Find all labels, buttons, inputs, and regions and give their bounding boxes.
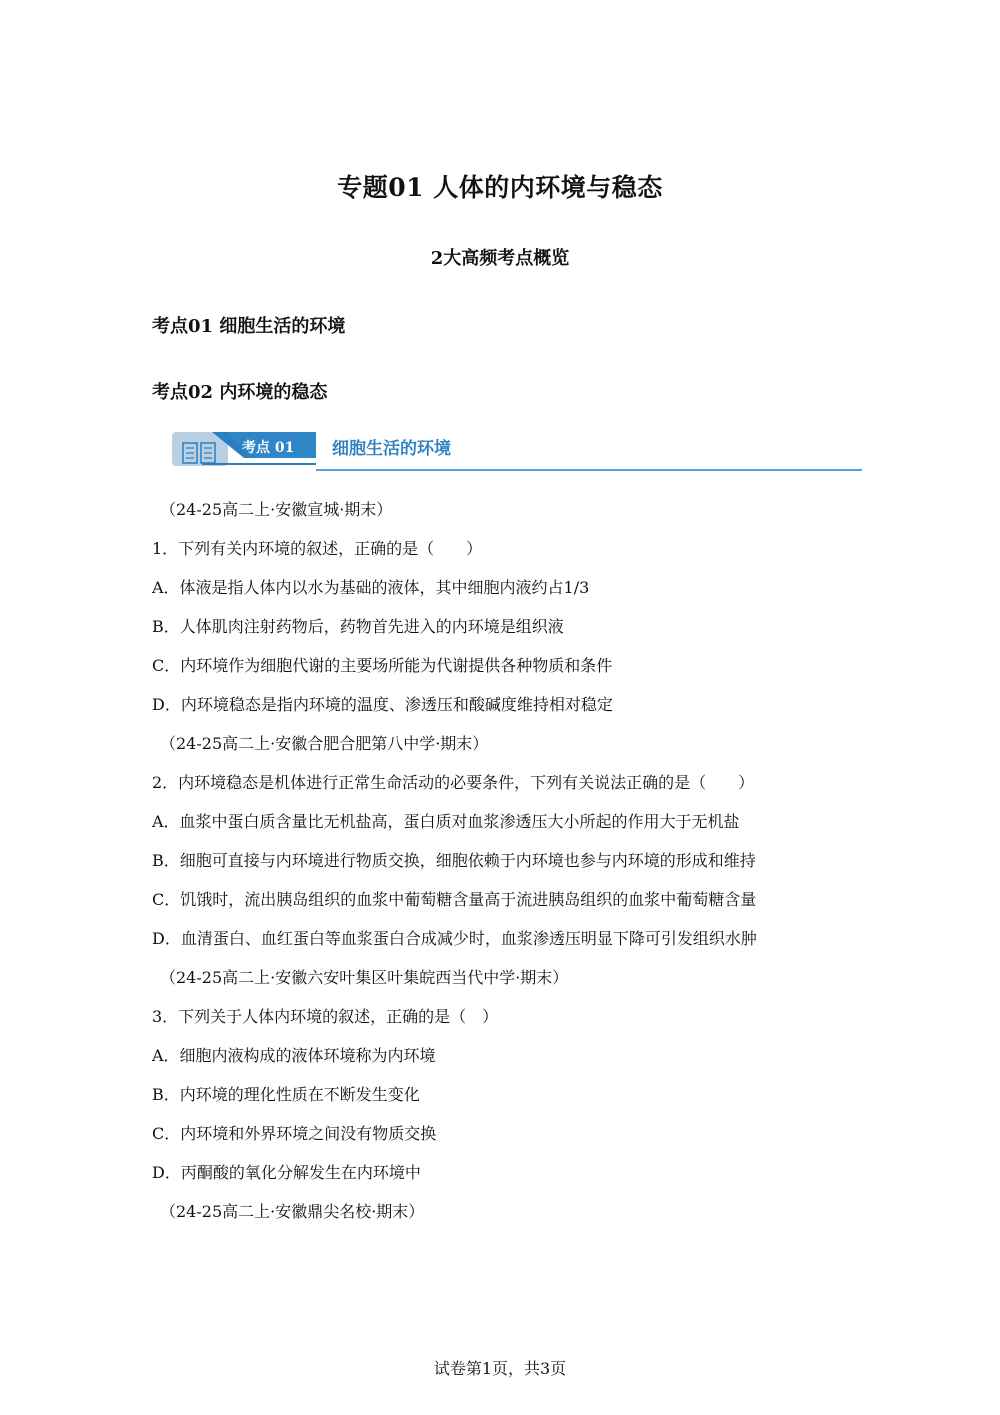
option-d: D．内环境稳态是指内环境的温度、渗透压和酸碱度维持相对稳定 (152, 695, 613, 714)
option-d: D．丙酮酸的氧化分解发生在内环境中 (152, 1163, 421, 1182)
question-source: （24-25高二上·安徽合肥合肥第八中学·期末） (160, 734, 489, 753)
overview-item-2: 考点02 内环境的稳态 (152, 382, 328, 403)
overview-item-1: 考点01 细胞生活的环境 (152, 316, 346, 337)
option-b: B．内环境的理化性质在不断发生变化 (152, 1085, 420, 1104)
book-icon (182, 442, 216, 464)
banner-tag: 考点 01 (242, 440, 295, 456)
document-title: 专题01 人体的内环境与稳态 (337, 173, 663, 202)
option-a: A．细胞内液构成的液体环境称为内环境 (152, 1046, 436, 1065)
option-c: C．内环境和外界环境之间没有物质交换 (152, 1124, 437, 1143)
option-c: C．内环境作为细胞代谢的主要场所能为代谢提供各种物质和条件 (152, 656, 613, 675)
question-source: （24-25高二上·安徽六安叶集区叶集皖西当代中学·期末） (160, 968, 569, 987)
question-source: （24-25高二上·安徽宣城·期末） (160, 500, 393, 519)
section-banner (172, 430, 862, 474)
page-footer: 试卷第1页，共3页 (433, 1359, 567, 1378)
option-a: A．体液是指人体内以水为基础的液体，其中细胞内液约占1/3 (152, 578, 590, 597)
question-source: （24-25高二上·安徽鼎尖名校·期末） (160, 1202, 425, 1221)
banner-title: 细胞生活的环境 (332, 439, 451, 459)
question-stem: 2．内环境稳态是机体进行正常生命活动的必要条件，下列有关说法正确的是（ ） (152, 773, 755, 792)
option-b: B．细胞可直接与内环境进行物质交换，细胞依赖于内环境也参与内环境的形成和维持 (152, 851, 756, 870)
option-a: A．血浆中蛋白质含量比无机盐高，蛋白质对血浆渗透压大小所起的作用大于无机盐 (152, 812, 740, 831)
option-c: C．饥饿时，流出胰岛组织的血浆中葡萄糖含量高于流进胰岛组织的血浆中葡萄糖含量 (152, 890, 757, 909)
option-d: D．血清蛋白、血红蛋白等血浆蛋白合成减少时，血浆渗透压明显下降可引发组织水肿 (152, 929, 757, 948)
option-b: B．人体肌肉注射药物后，药物首先进入的内环境是组织液 (152, 617, 564, 636)
overview-heading: 2大高频考点概览 (430, 248, 570, 269)
question-stem: 1．下列有关内环境的叙述，正确的是（ ） (152, 539, 483, 558)
question-stem: 3．下列关于人体内环境的叙述，正确的是（ ） (152, 1007, 499, 1026)
